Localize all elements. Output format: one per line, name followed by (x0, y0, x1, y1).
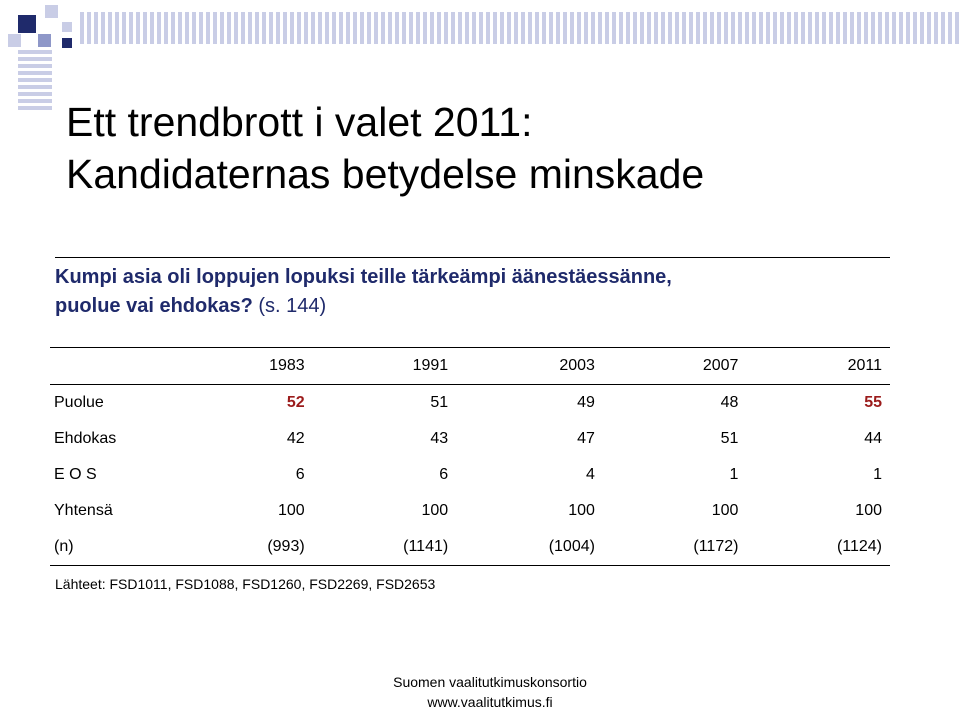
deco-square (62, 38, 72, 48)
table-header-cell: 1991 (412, 357, 449, 374)
table-cell: 49 (577, 394, 595, 411)
footer-url: www.vaalitutkimus.fi (427, 694, 553, 710)
table-cell: 4 (586, 466, 595, 483)
table-cell: 100 (711, 502, 739, 519)
survey-question (55, 263, 672, 321)
table-header-cell: 2011 (847, 357, 882, 374)
table-cell: 42 (286, 430, 305, 447)
table-cell: (1004) (548, 538, 595, 555)
row-label: (n) (54, 538, 74, 555)
question-page-ref: (s. 144) (258, 295, 327, 317)
table-row (50, 493, 890, 529)
row-label: E O S (54, 466, 97, 483)
table-cell: 47 (577, 430, 595, 447)
table-cell: 1 (873, 466, 882, 483)
table-row (50, 421, 890, 457)
title-line-1: Ett trendbrott i valet 2011: (66, 99, 533, 145)
table-row (50, 457, 890, 493)
results-table (50, 347, 890, 566)
source-note: Lähteet: FSD1011, FSD1088, FSD1260, FSD2269, FSD2653 (55, 576, 436, 592)
table-cell: 44 (864, 430, 882, 447)
table-cell: 48 (720, 394, 739, 411)
table-cell: (1172) (693, 538, 739, 555)
table-cell: 6 (295, 466, 305, 483)
deco-square (18, 15, 36, 33)
footer-org: Suomen vaalitutkimuskonsortio (393, 674, 587, 690)
table-cell: 52 (286, 394, 305, 411)
slide-title (66, 96, 704, 200)
table-header-cell: 2003 (559, 357, 595, 374)
row-label: Yhtensä (54, 502, 113, 519)
table-cell: 55 (864, 394, 882, 411)
top-rule (55, 257, 890, 258)
deco-stripe-bar-vertical (18, 50, 52, 110)
deco-square (45, 5, 58, 18)
footer (320, 672, 660, 712)
table-header-row (50, 348, 890, 385)
table-cell: 100 (277, 502, 305, 519)
question-line-2-text: puolue vai ehdokas? (55, 295, 253, 317)
table-cell: 43 (430, 430, 449, 447)
table-cell: 1 (729, 466, 739, 483)
question-line-2 (55, 292, 672, 321)
table-cell: 100 (568, 502, 595, 519)
table-cell: (1124) (836, 538, 882, 555)
table-header-cell: 1983 (269, 357, 305, 374)
deco-square (38, 34, 51, 47)
row-label: Puolue (54, 394, 104, 411)
title-line-2: Kandidaternas betydelse minskade (66, 151, 705, 197)
table-row (50, 385, 890, 422)
deco-square (8, 34, 21, 47)
table-cell: (1141) (403, 538, 449, 555)
row-label: Ehdokas (54, 430, 117, 447)
question-line-1: Kumpi asia oli loppujen lopuksi teille tärkeämpi äänestäessänne, (55, 266, 672, 288)
deco-square (62, 22, 72, 32)
table-row (50, 529, 890, 566)
table-cell: 100 (855, 502, 882, 519)
table-cell: 100 (421, 502, 449, 519)
table-cell: (993) (267, 538, 305, 555)
table-cell: 51 (430, 394, 449, 411)
table-cell: 51 (720, 430, 739, 447)
table-header-cell: 2007 (702, 357, 739, 374)
table-header-cell (50, 348, 190, 385)
deco-stripe-bar (80, 12, 960, 44)
table-cell: 6 (439, 466, 449, 483)
